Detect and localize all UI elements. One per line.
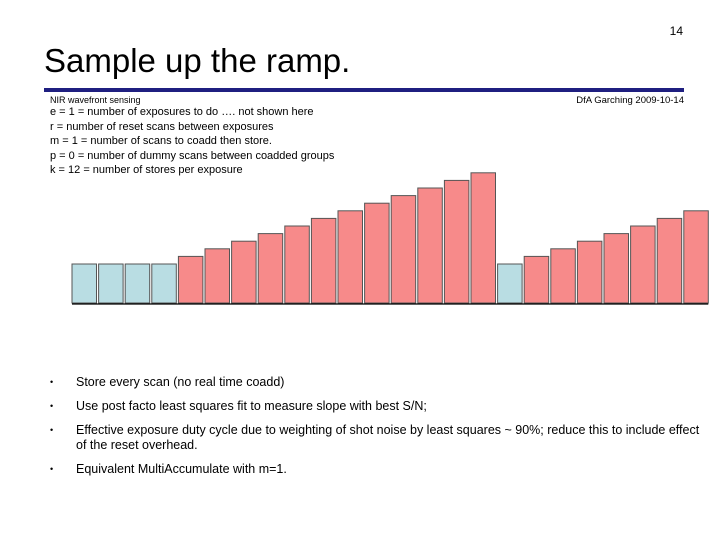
reset-scan-bar	[125, 264, 150, 303]
stored-scan-bar	[391, 196, 416, 303]
bullet-dot: •	[50, 425, 54, 435]
stored-scan-bar	[311, 218, 336, 303]
bullet-item	[50, 399, 700, 414]
bullet-item	[50, 462, 700, 477]
stored-scan-bar	[285, 226, 310, 303]
bullet-list	[50, 375, 700, 486]
definition-line: e = 1 = number of exposures to do …. not shown here	[50, 106, 314, 118]
bullet-item	[50, 423, 700, 453]
stored-scan-bar	[178, 256, 203, 303]
reset-scan-bar	[152, 264, 177, 303]
stored-scan-bar	[631, 226, 656, 303]
reset-scan-bar	[498, 264, 522, 303]
definition-line: p = 0 = number of dummy scans between coadded groups	[50, 149, 335, 162]
definition-line: k = 12 = number of stores per exposure	[50, 164, 243, 176]
bullet-item	[50, 375, 700, 390]
stored-scan-bar	[418, 188, 443, 303]
stored-scan-bar	[444, 180, 469, 303]
reset-scan-bar	[72, 264, 97, 303]
stored-scan-bar	[657, 218, 682, 303]
page-number: 14	[669, 24, 683, 38]
definition-line: r = number of reset scans between exposures	[50, 120, 274, 133]
stored-scan-bar	[258, 234, 283, 303]
bullet-dot: •	[50, 464, 54, 474]
header-right-label: DfA Garching 2009-10-14	[576, 95, 684, 106]
stored-scan-bar	[551, 249, 576, 303]
definition-line: m = 1 = number of scans to coadd then store.	[50, 135, 272, 147]
stored-scan-bar	[524, 256, 549, 303]
stored-scan-bar	[604, 234, 629, 303]
bullet-text: Equivalent MultiAccumulate with m=1.	[76, 462, 287, 476]
stored-scan-bar	[232, 241, 257, 303]
stored-scan-bar	[684, 211, 709, 303]
slide-title: Sample up the ramp.	[44, 42, 351, 79]
bullet-text: Effective exposure duty cycle due to weighting of shot noise by least squares ~ 90%; reduce this to include effect of the reset overhead.	[76, 423, 700, 452]
stored-scan-bar	[471, 173, 496, 303]
stored-scan-bar	[205, 249, 230, 303]
bullet-dot: •	[50, 377, 54, 387]
header-left-label: NIR wavefront sensing	[50, 95, 141, 105]
reset-scan-bar	[99, 264, 124, 303]
stored-scan-bar	[338, 211, 363, 303]
stored-scan-bar	[365, 203, 390, 303]
bullet-dot: •	[50, 401, 54, 411]
bullet-text: Use post facto least squares fit to measure slope with best S/N;	[76, 399, 427, 413]
bullet-text: Store every scan (no real time coadd)	[76, 375, 285, 389]
stored-scan-bar	[577, 241, 602, 303]
